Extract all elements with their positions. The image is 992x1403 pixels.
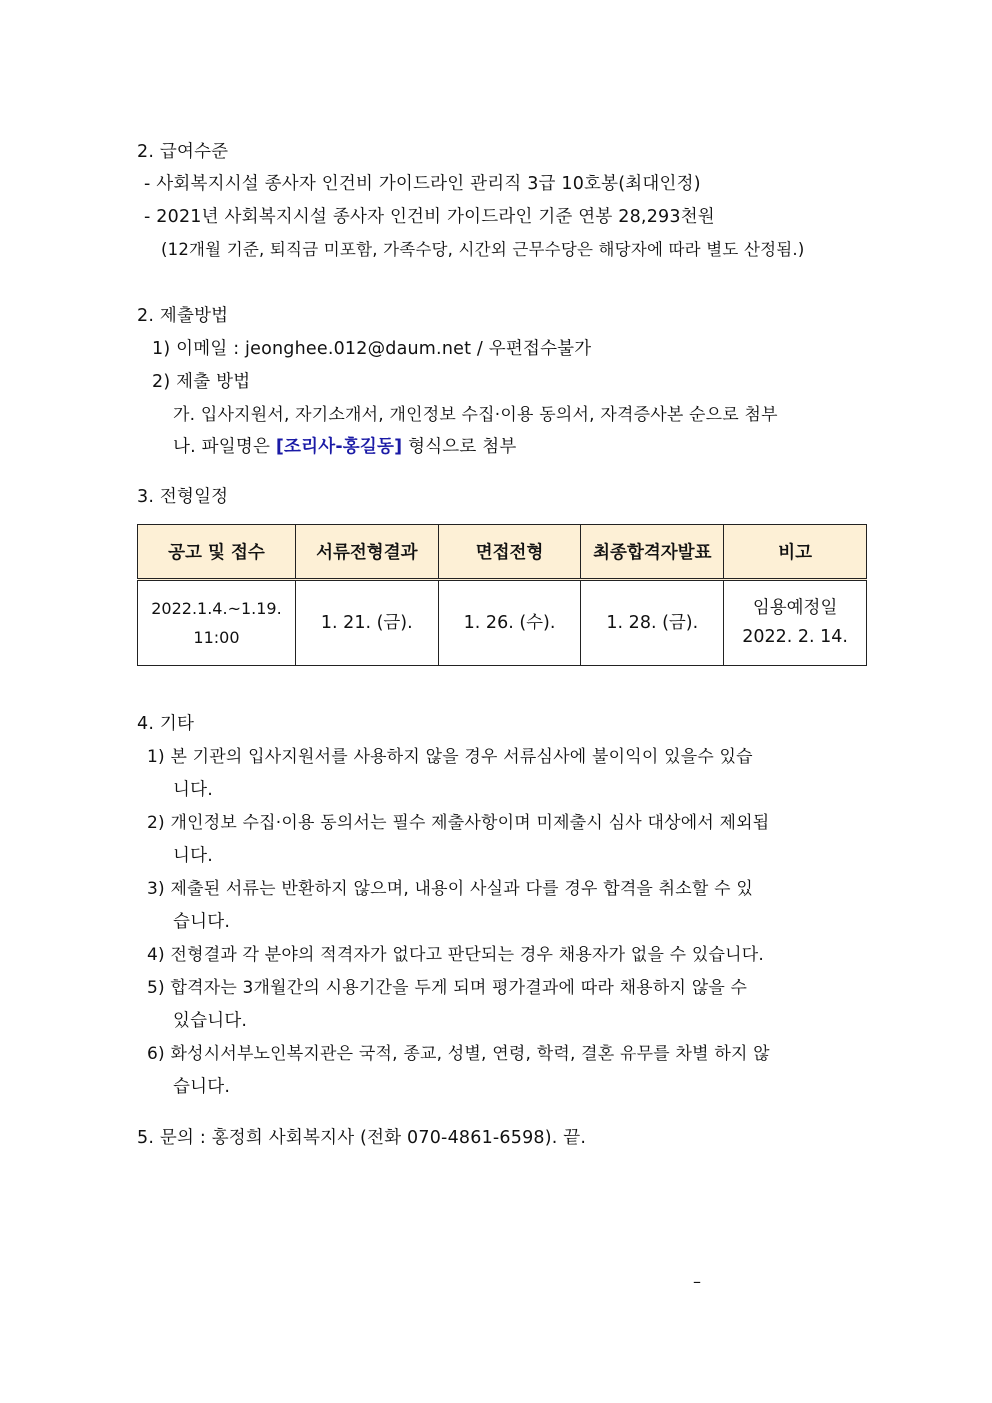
header-document-result: 서류전형결과 — [295, 525, 438, 580]
submission-sub-b-prefix: 나. 파일명은 — [173, 437, 276, 457]
cell-announce — [138, 580, 296, 666]
announce-period: 2022.1.4.~1.19. — [151, 599, 282, 618]
salary-line-1: - 사회복지시설 종사자 인건비 가이드라인 관리직 3급 10호봉(최대인정) — [144, 174, 701, 194]
etc-item-4: 4) 전형결과 각 분야의 적격자가 없다고 판단되는 경우 채용자가 없을 수 있습니다. — [147, 945, 764, 965]
salary-line-3: (12개월 기준, 퇴직금 미포함, 가족수당, 시간외 근무수당은 해당자에 따라 별도 산정됨.) — [161, 240, 805, 259]
contact-line: 5. 문의 : 홍정희 사회복지사 (전화 070-4861-6598). 끝. — [137, 1128, 587, 1148]
note-label: 임용예정일 — [752, 598, 838, 618]
header-note: 비고 — [724, 525, 867, 580]
cell-final: 1. 28. (금). — [581, 580, 724, 666]
schedule-row — [138, 580, 867, 666]
note-date: 2022. 2. 14. — [742, 627, 848, 647]
submission-sub-a: 가. 입사지원서, 자기소개서, 개인정보 수집·이용 동의서, 자격증사본 순으로 첨부 — [173, 405, 778, 425]
etc-item-1b: 니다. — [173, 780, 213, 800]
submission-heading: 2. 제출방법 — [137, 306, 229, 326]
announce-time: 11:00 — [193, 628, 240, 647]
submission-sub-b-suffix: 형식으로 첨부 — [402, 437, 517, 457]
header-final: 최종합격자발표 — [581, 525, 724, 580]
submission-sub-b — [173, 436, 516, 458]
submission-item-2: 2) 제출 방법 — [152, 372, 251, 392]
cell-note — [724, 580, 867, 666]
header-announce: 공고 및 접수 — [138, 525, 296, 580]
etc-item-2b: 니다. — [173, 846, 213, 866]
etc-item-5a: 5) 합격자는 3개월간의 시용기간을 두게 되며 평가결과에 따라 채용하지 않을 수 — [147, 978, 748, 998]
schedule-header-row — [138, 525, 867, 580]
header-interview: 면접전형 — [438, 525, 581, 580]
salary-heading: 2. 급여수준 — [137, 142, 229, 162]
salary-line-2: - 2021년 사회복지시설 종사자 인건비 가이드라인 기준 연봉 28,293천원 — [144, 207, 715, 227]
etc-item-3a: 3) 제출된 서류는 반환하지 않으며, 내용이 사실과 다를 경우 합격을 취소할 수 있 — [147, 879, 753, 899]
filename-format: [조리사-홍길동] — [275, 437, 403, 457]
etc-item-3b: 습니다. — [173, 912, 231, 932]
submission-item-1: 1) 이메일 : jeonghee.012@daum.net / 우편접수불가 — [152, 339, 592, 359]
etc-item-1a: 1) 본 기관의 입사지원서를 사용하지 않을 경우 서류심사에 불이익이 있을수 있습 — [147, 747, 753, 767]
schedule-heading: 3. 전형일정 — [137, 487, 229, 507]
footer-dash: – — [693, 1272, 701, 1291]
cell-interview: 1. 26. (수). — [438, 580, 581, 666]
etc-heading: 4. 기타 — [137, 714, 195, 734]
etc-item-2a: 2) 개인정보 수집·이용 동의서는 필수 제출사항이며 미제출시 심사 대상에서 제외됩 — [147, 813, 770, 833]
etc-item-6b: 습니다. — [173, 1077, 231, 1097]
etc-item-6a: 6) 화성시서부노인복지관은 국적, 종교, 성별, 연령, 학력, 결혼 유무를 차별 하지 않 — [147, 1044, 770, 1064]
etc-item-5b: 있습니다. — [173, 1011, 248, 1031]
cell-document-result: 1. 21. (금). — [295, 580, 438, 666]
schedule-table — [137, 524, 867, 666]
